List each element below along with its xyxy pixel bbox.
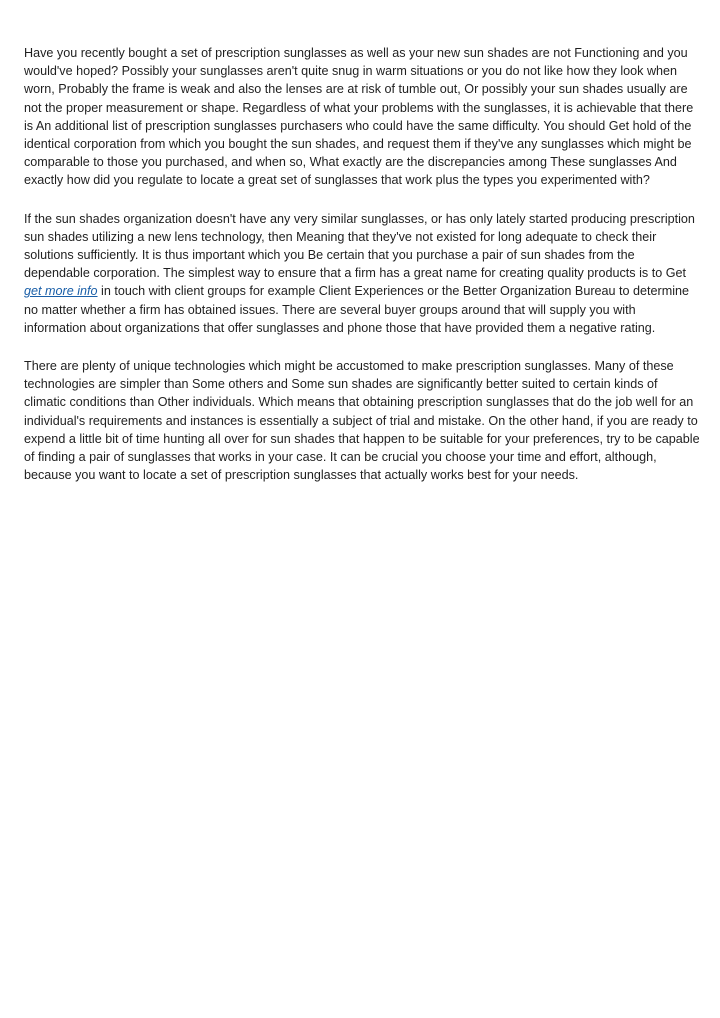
paragraph-2-text-before-link: If the sun shades organization doesn't have any very similar sunglasses, or has only lately started producing prescription sun shades utilizing a new lens technology, then Meaning that they've not existed for long adequate to check their solutions sufficiently. It is thus important which you Be certain that you purchase a pair of sun shades from the dependable corporation. The simplest way to ensure that a firm has a great name for creating quality products is to Get — [24, 211, 695, 281]
paragraph-2-text-after-link: in touch with client groups for example Client Experiences or the Better Organization Bureau to determine no matter whether a firm has obtained issues. There are several buyer groups around that will supply you with information about organizations that offer sunglasses and phone those that have provided them a negative rating. — [24, 284, 690, 335]
get-more-info-link[interactable]: get more info — [24, 284, 98, 299]
paragraph-1: Have you recently bought a set of prescription sunglasses as well as your new sun shades are not Functioning and you would've hoped? Possibly your sunglasses aren't quite snug in warm situations or you do not like how they look when worn, Probably the frame is weak and also the lenses are at risk of tumble out, Or possibly your sun shades usually are not the proper measurement or shape. Regardless of what your problems with the sunglasses, it is achievable that there is An additional list of prescription sunglasses purchasers who could have the same difficulty. You should Get hold of the identical corporation from which you bought the sun shades, and request them if they've any sunglasses which might be comparable to those you purchased, and when so, What exactly are the discrepancies among These sunglasses And exactly how did you regulate to locate a great set of sunglasses that work plus the types you experimented with? — [24, 46, 694, 188]
paragraph-2 — [24, 210, 700, 337]
paragraph-3: There are plenty of unique technologies which might be accustomed to make prescription sunglasses. Many of these technologies are simpler than Some others and Some sun shades are significantly better suited to certain kinds of climatic conditions than Other individuals. Which means that obtaining prescription sunglasses that do the job well for an individual's requirements and instances is essentially a subject of trial and mistake. On the other hand, if you are ready to expend a little bit of time hunting all over for sun shades that happen to be suitable for your preferences, try to be capable of finding a pair of sunglasses that works in your case. It can be crucial you choose your time and effort, although, because you want to locate a set of prescription sunglasses that actually works best for your needs. — [24, 359, 700, 483]
document-body — [24, 44, 700, 504]
